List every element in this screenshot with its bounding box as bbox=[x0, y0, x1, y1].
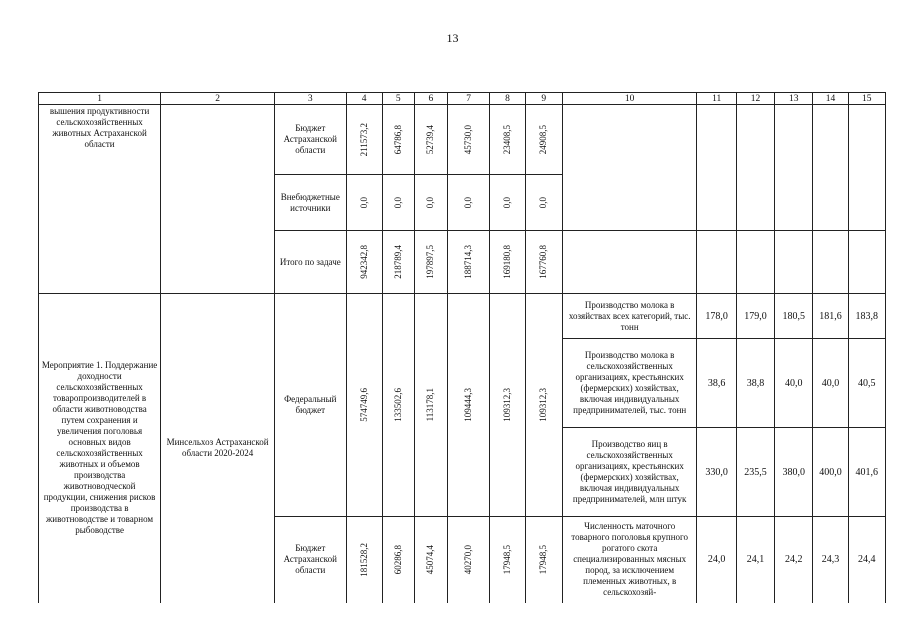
header-cell: 8 bbox=[490, 93, 525, 105]
amount-2021: 197897,5 bbox=[425, 245, 436, 279]
indicator-value-2021: 179,0 bbox=[736, 294, 774, 339]
header-cell: 2 bbox=[161, 93, 275, 105]
task-row-regional bbox=[39, 105, 886, 175]
header-cell: 7 bbox=[447, 93, 489, 105]
indicator-value-2023: 24,3 bbox=[813, 517, 848, 603]
indicator-value-2021: 235,5 bbox=[736, 428, 774, 517]
header-cell: 15 bbox=[848, 93, 885, 105]
amount-2022: 45730,0 bbox=[463, 124, 474, 155]
indicator-value-2024: 401,6 bbox=[848, 428, 885, 517]
header-cell: 14 bbox=[813, 93, 848, 105]
header-cell: 10 bbox=[562, 93, 697, 105]
task-executor-cell bbox=[161, 105, 275, 294]
indicator-name: Производство молока в сельскохозяйственных организациях, крестьянских (фермерских) хозяйствах, включая индивидуальных предпринимателей, тыс. тонн bbox=[562, 339, 697, 428]
amount-2023: 17948,5 bbox=[502, 545, 512, 575]
amount-2020: 64786,8 bbox=[392, 124, 403, 155]
indicator-value-2024: 24,4 bbox=[848, 517, 885, 603]
amount-2022: 0,0 bbox=[463, 196, 474, 209]
indicator-value-2020: 330,0 bbox=[697, 428, 736, 517]
amount-total: 0,0 bbox=[358, 196, 369, 209]
amount-2021: 113178,1 bbox=[425, 388, 436, 422]
amount-2023: 169180,8 bbox=[502, 245, 512, 279]
indicator-value-2020: 38,6 bbox=[697, 339, 736, 428]
header-cell: 6 bbox=[414, 93, 447, 105]
indicator-value-2022: 380,0 bbox=[775, 428, 813, 517]
header-row bbox=[39, 93, 886, 105]
amount-2024: 109312,3 bbox=[538, 388, 549, 422]
indicator-value-2023: 181,6 bbox=[813, 294, 848, 339]
header-cell: 4 bbox=[346, 93, 382, 105]
header-cell: 1 bbox=[39, 93, 161, 105]
amount-2023: 109312,3 bbox=[502, 388, 512, 422]
amount-2022: 188714,3 bbox=[463, 245, 474, 279]
header-cell: 13 bbox=[775, 93, 813, 105]
amount-total: 942342,8 bbox=[358, 245, 369, 279]
measure-executor: Минсельхоз Астраханской области 2020-2024 bbox=[161, 294, 275, 603]
amount-2024: 167760,8 bbox=[538, 245, 549, 279]
amount-2020: 133502,6 bbox=[392, 388, 403, 422]
funding-source: Бюджет Астраханской области bbox=[275, 105, 346, 175]
indicator-name: Производство яиц в сельскохозяйственных организациях, крестьянских (фермерских) хозяйствах, включая индивидуальных предпринимателей, млн штук bbox=[562, 428, 697, 517]
indicator-value-2024: 40,5 bbox=[848, 339, 885, 428]
amount-2022: 40270,0 bbox=[463, 545, 474, 575]
header-cell: 12 bbox=[736, 93, 774, 105]
funding-source: Итого по задаче bbox=[275, 231, 346, 294]
amount-total: 181528,2 bbox=[358, 542, 369, 577]
amount-2020: 60286,8 bbox=[392, 545, 403, 575]
amount-total: 574749,6 bbox=[358, 388, 369, 422]
amount-2021: 45074,4 bbox=[425, 545, 436, 575]
indicator-value-2022: 40,0 bbox=[775, 339, 813, 428]
amount-2023: 23408,5 bbox=[502, 124, 512, 155]
indicator-value-2020: 24,0 bbox=[697, 517, 736, 603]
measure-row-indicator-1 bbox=[39, 294, 886, 339]
amount-2021: 0,0 bbox=[425, 196, 436, 209]
amount-2024: 17948,5 bbox=[538, 545, 549, 575]
amount-2020: 218789,4 bbox=[392, 245, 403, 279]
indicator-value-2022: 180,5 bbox=[775, 294, 813, 339]
header-cell: 5 bbox=[382, 93, 414, 105]
funding-source: Федеральный бюджет bbox=[275, 294, 346, 517]
indicator-value-2022: 24,2 bbox=[775, 517, 813, 603]
header-cell: 9 bbox=[525, 93, 562, 105]
indicator-name: Численность маточного товарного поголовья крупного рогатого скота специализированных мясных пород, за исключением племенных животных, в сельскохозяй- bbox=[562, 517, 697, 603]
indicator-value-2021: 38,8 bbox=[736, 339, 774, 428]
indicator-value-2023: 40,0 bbox=[813, 339, 848, 428]
amount-2023: 0,0 bbox=[502, 196, 512, 209]
program-table bbox=[38, 92, 886, 603]
indicator-cell-empty bbox=[562, 105, 697, 231]
measure-description: Мероприятие 1. Поддержание доходности сельскохозяйственных товаропроизводителей в области животноводства путем сохранения и увеличения поголовья основных видов сельскохозяйственных животных и объемов производства животноводческой продукции, снижения рисков производства в животноводстве и товарном рыбоводстве bbox=[39, 294, 161, 603]
header-cell: 11 bbox=[697, 93, 736, 105]
header-cell: 3 bbox=[275, 93, 346, 105]
amount-2021: 52739,4 bbox=[425, 124, 436, 155]
indicator-value-2021: 24,1 bbox=[736, 517, 774, 603]
indicator-name: Производство молока в хозяйствах всех категорий, тыс. тонн bbox=[562, 294, 697, 339]
funding-source: Внебюджетные источники bbox=[275, 175, 346, 231]
amount-2022: 109444,3 bbox=[463, 388, 474, 422]
amount-total: 211573,2 bbox=[358, 122, 369, 157]
amount-2024: 24908,5 bbox=[538, 124, 549, 155]
indicator-value-2024: 183,8 bbox=[848, 294, 885, 339]
page-number: 13 bbox=[446, 31, 459, 45]
task-description: вышения продуктивности сельскохозяйственных животных Астраханской области bbox=[39, 105, 161, 294]
funding-source: Бюджет Астраханской области bbox=[275, 517, 346, 603]
indicator-value-2020: 178,0 bbox=[697, 294, 736, 339]
amount-2020: 0,0 bbox=[392, 196, 403, 209]
indicator-value-2023: 400,0 bbox=[813, 428, 848, 517]
amount-2024: 0,0 bbox=[538, 196, 549, 209]
